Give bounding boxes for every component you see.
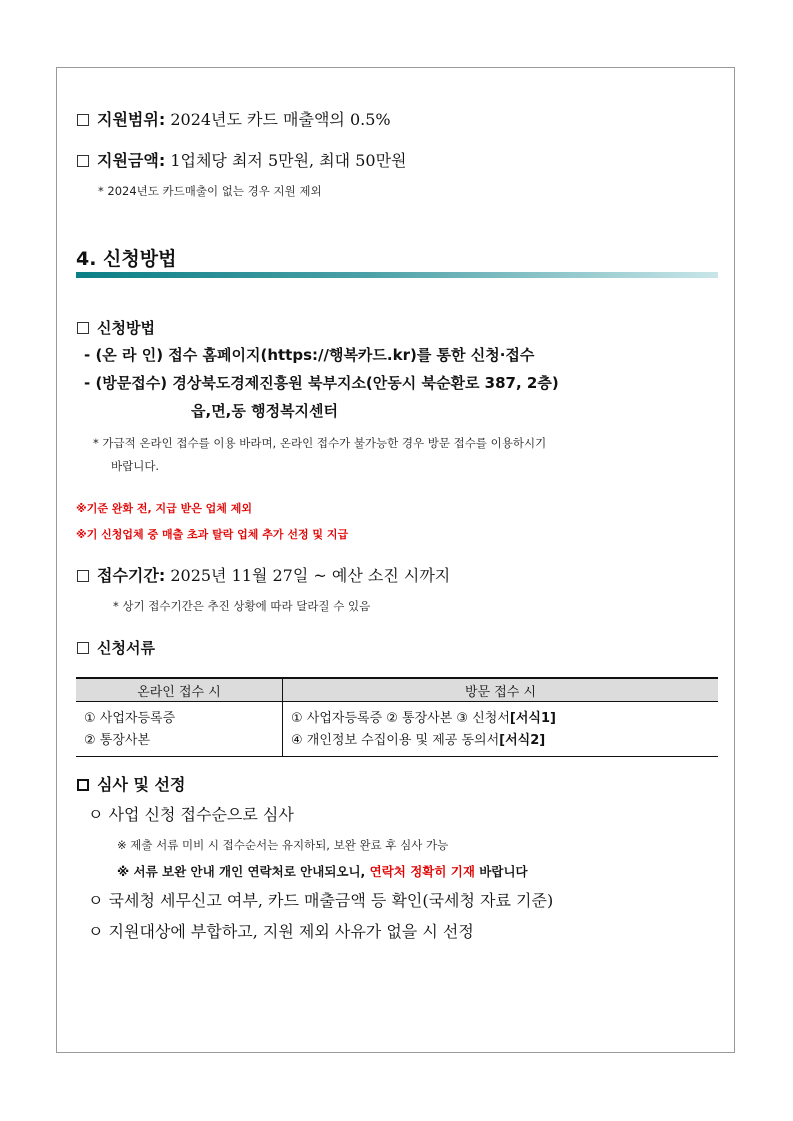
review-heading-text: 심사 및 선정 — [97, 775, 186, 794]
documents-heading — [77, 637, 155, 658]
online-doc-item: ② 통장사본 — [84, 733, 151, 748]
table-row — [76, 702, 718, 757]
period-value: 2025년 11월 27일 ~ 예산 소진 시까지 — [170, 566, 451, 585]
review-item-1-note: ※ 제출 서류 미비 시 접수순서는 유지하되, 보완 완료 후 심사 가능 — [117, 838, 449, 852]
apply-method-heading-text: 신청방법 — [97, 319, 155, 337]
checkbox-square-icon — [77, 155, 89, 167]
review-item-2: ㅇ 국세청 세무신고 여부, 카드 매출금액 등 확인(국세청 자료 기준) — [88, 891, 554, 910]
visit-docs-cell — [283, 702, 719, 757]
apply-visit-line-2: 읍,면,동 행정복지센터 — [191, 402, 339, 420]
checkbox-square-icon — [77, 642, 89, 654]
online-doc-item: ① 사업자등록증 — [84, 711, 176, 726]
documents-heading-text: 신청서류 — [97, 639, 155, 657]
table-header-visit: 방문 접수 시 — [283, 678, 719, 702]
visit-doc-row1-text: ① 사업자등록증 ② 통장사본 ③ 신청서 — [291, 711, 510, 726]
period-line — [77, 563, 450, 586]
apply-note-line2: 바랍니다. — [111, 459, 160, 473]
support-scope-label: 지원범위: — [97, 110, 166, 129]
visit-doc-row2-text: ④ 개인정보 수집이용 및 제공 동의서 — [291, 733, 500, 748]
checkbox-square-icon — [77, 779, 89, 791]
review-contact-notice — [117, 862, 528, 880]
period-label: 접수기간: — [97, 566, 166, 585]
documents-table — [76, 677, 718, 757]
apply-visit-line: - (방문접수) 경상북도경제진흥원 북부지소(안동시 북순환로 387, 2층) — [84, 374, 559, 392]
review-item-3: ㅇ 지원대상에 부합하고, 지원 제외 사유가 없을 시 선정 — [88, 922, 474, 941]
support-amount-value: 1업체당 최저 5만원, 최대 50만원 — [170, 151, 407, 170]
checkbox-square-icon — [77, 114, 89, 126]
visit-doc-row — [291, 730, 712, 752]
period-note: * 상기 접수기간은 추진 상황에 따라 달라질 수 있음 — [113, 599, 371, 613]
support-note: * 2024년도 카드매출이 없는 경우 지원 제외 — [98, 184, 322, 198]
form2-tag: [서식2] — [499, 733, 546, 748]
checkbox-square-icon — [77, 322, 89, 334]
support-amount-line — [77, 148, 407, 171]
section-title: 4. 신청방법 — [76, 248, 177, 270]
visit-doc-row — [291, 708, 712, 730]
support-amount-label: 지원금액: — [97, 151, 166, 170]
table-header-online: 온라인 접수 시 — [76, 678, 283, 702]
red-note-1: ※기준 완화 전, 지급 받은 업체 제외 — [76, 502, 252, 515]
section-divider-bar — [76, 272, 718, 278]
apply-note-line1: * 가급적 온라인 접수를 이용 바라며, 온라인 접수가 불가능한 경우 방문 접수를 이용하시기 — [93, 436, 547, 450]
contact-notice-text-a: ※ 서류 보완 안내 개인 연락처로 안내되오니, — [117, 864, 370, 879]
contact-notice-emphasis: 연락처 정확히 기재 — [369, 864, 475, 879]
apply-online-line: - (온 라 인) 접수 홈페이지(https://행복카드.kr)를 통한 신청·접수 — [84, 346, 535, 364]
form1-tag: [서식1] — [509, 711, 556, 726]
checkbox-square-icon — [77, 570, 89, 582]
review-item-1: ㅇ 사업 신청 접수순으로 심사 — [88, 805, 294, 824]
contact-notice-text-b: 바랍니다 — [474, 864, 528, 879]
online-docs-cell — [76, 702, 283, 757]
review-heading — [77, 772, 185, 795]
support-scope-line — [77, 107, 391, 130]
support-scope-value: 2024년도 카드 매출액의 0.5% — [170, 110, 391, 129]
apply-method-heading — [77, 317, 155, 338]
red-note-2: ※기 신청업체 중 매출 초과 탈락 업체 추가 선정 및 지급 — [76, 528, 349, 541]
